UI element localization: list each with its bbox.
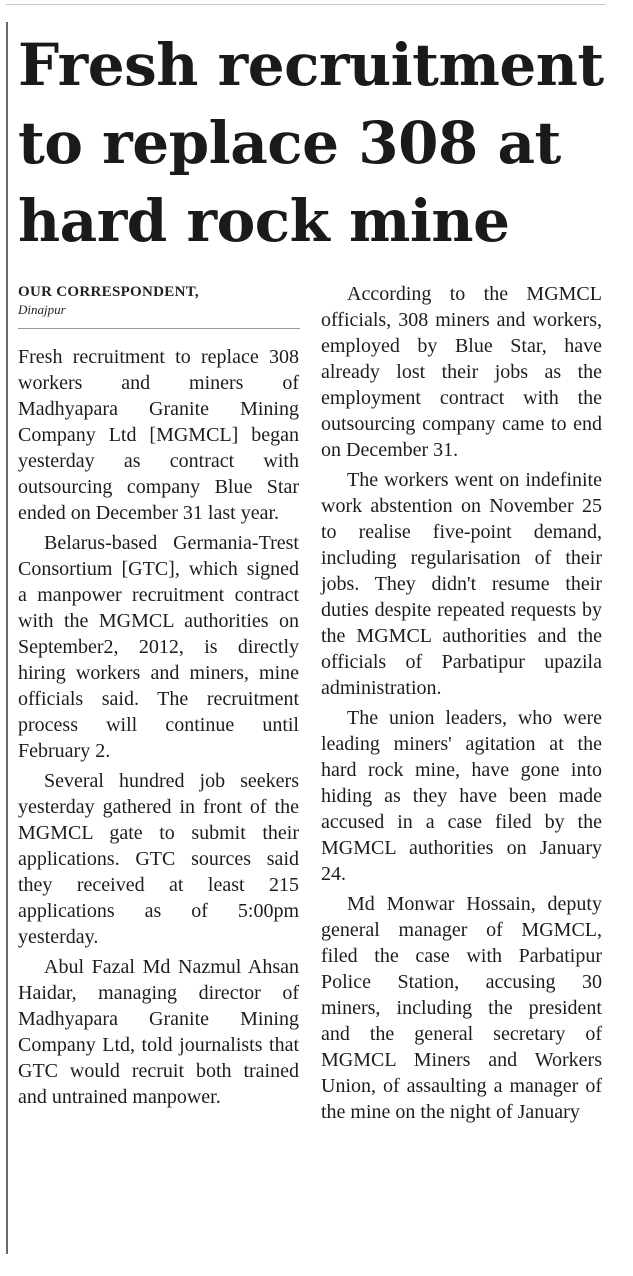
byline-divider bbox=[18, 328, 300, 329]
byline bbox=[18, 282, 308, 318]
paragraph: According to the MGMCL officials, 308 miners and workers, employed by Blue Star, have already lost their jobs as the employment contract with the outsourcing company came to end on December 31. bbox=[321, 283, 602, 461]
paragraph: Fresh recruitment to replace 308 workers and miners of Madhyapara Granite Mining Company Ltd [MGMCL] began yesterday as contract with outsourcing company Blue Star ended on December 31 last year. bbox=[18, 346, 299, 524]
byline-place: Dinajpur bbox=[18, 302, 66, 317]
headline: Fresh recruitment to replace 308 at hard rock mine bbox=[18, 31, 604, 255]
paragraph: Several hundred job seekers yesterday gathered in front of the MGMCL gate to submit their applications. GTC sources said they received at least 215 applications as of 5:00pm yesterday. bbox=[18, 770, 299, 948]
top-rule bbox=[6, 4, 606, 5]
paragraph: The union leaders, who were leading miners' agitation at the hard rock mine, have gone into hiding as they have been made accused in a case filed by the MGMCL authorities on January 24. bbox=[321, 707, 602, 885]
paragraph: The workers went on indefinite work abstention on November 25 to realise five-point demand, including regularisation of their jobs. They didn't resume their duties despite repeated requests by the MGMCL authorities and the officials of Parbatipur upazila administration. bbox=[321, 469, 602, 699]
byline-name: OUR CORRESPONDENT, bbox=[18, 284, 199, 300]
article-column-1 bbox=[18, 344, 299, 1114]
column-rule bbox=[6, 22, 8, 1254]
article-column-2 bbox=[321, 281, 602, 1129]
paragraph: Belarus-based Germania-Trest Consortium [GTC], which signed a manpower recruitment contract with the MGMCL authorities on September2, 2012, is directly hiring workers and miners, mine officials said. The recruitment process will continue until February 2. bbox=[18, 532, 299, 762]
paragraph: Md Monwar Hossain, deputy general manager of MGMCL, filed the case with Parbatipur Police Station, accusing 30 miners, including the president and the general secretary of MGMCL Miners and Workers Union, of assaulting a manager of the mine on the night of January bbox=[321, 893, 602, 1123]
paragraph: Abul Fazal Md Nazmul Ahsan Haidar, managing director of Madhyapara Granite Mining Company Ltd, told journalists that GTC would recruit both trained and untrained manpower. bbox=[18, 956, 299, 1108]
